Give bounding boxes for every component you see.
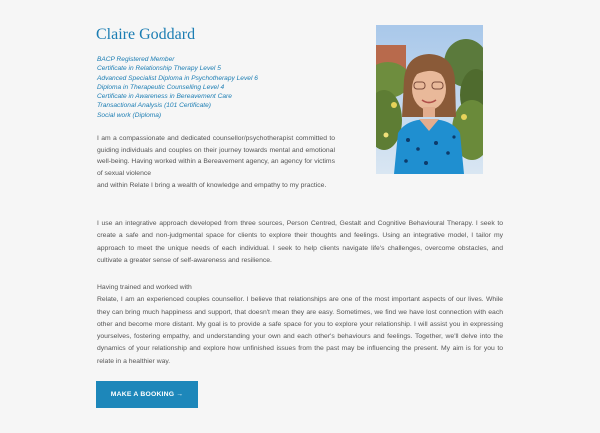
make-booking-label: MAKE A BOOKING [110,391,175,398]
couples-text [97,282,503,368]
qualifications-list [97,55,258,120]
profile-photo [376,25,483,174]
intro-text [97,133,335,192]
qualification-item: Social work (Diploma) [97,111,162,119]
make-booking-button[interactable] [96,381,198,408]
arrow-right-icon: → [176,391,184,398]
qualification-item: Certificate in Awareness in Bereavement Care [97,93,232,101]
trained-paragraph: Relate, I am an experienced couples counsellor. I believe that relationships are one of the most important aspects of our lives. While they can bring much happiness and support, that doesn't mean they are easy. Sometimes, we find we have lost connection with each other and become more distant. My goal is to provide a safe space for you to explore your relationship. I will assist you in expressing yourselves, fostering empathy, and understanding your own and each other's behaviours and feelings. Together, we'll delve into the dynamics of your relationship and explore how unfinished issues from the past may be influencing the present. My aim is for you to relate in a healthier way. [97,296,503,365]
qualification-item: Transactional Analysis (101 Certificate) [97,102,211,110]
trained-heading: Having trained and worked with [97,284,192,291]
qualification-item: BACP Registered Member [97,56,175,63]
qualification-item: Diploma in Therapeutic Counselling Level 4 [97,83,225,91]
therapist-name: Claire Goddard [96,26,196,43]
approach-paragraph: I use an integrative approach developed from three sources, Person Centred, Gestalt and Cognitive Behavioural Therapy. I seek to create a safe and non-judgmental space for clients to explore their thoughts and feelings. Using an integrative model, I tailor my approach to meet the unique needs of each individual. I seek to help clients navigate life's challenges, overcome obstacles, and cultivate a greater sense of self-awareness and resilience. [97,220,503,264]
qualification-item: Advanced Specialist Diploma in Psychotherapy Level 6 [97,74,258,82]
approach-text [97,218,503,267]
qualification-item: Certificate in Relationship Therapy Level 5 [97,65,221,73]
intro-paragraph: and within Relate I bring a wealth of knowledge and empathy to my practice. [97,181,327,189]
intro-paragraph: I am a compassionate and dedicated counsellor/psychotherapist committed to guiding individuals and couples on their journey towards mental and emotional well-being. Having worked within a Bereavement agency, an agency for victims of sexual violence [97,135,335,178]
